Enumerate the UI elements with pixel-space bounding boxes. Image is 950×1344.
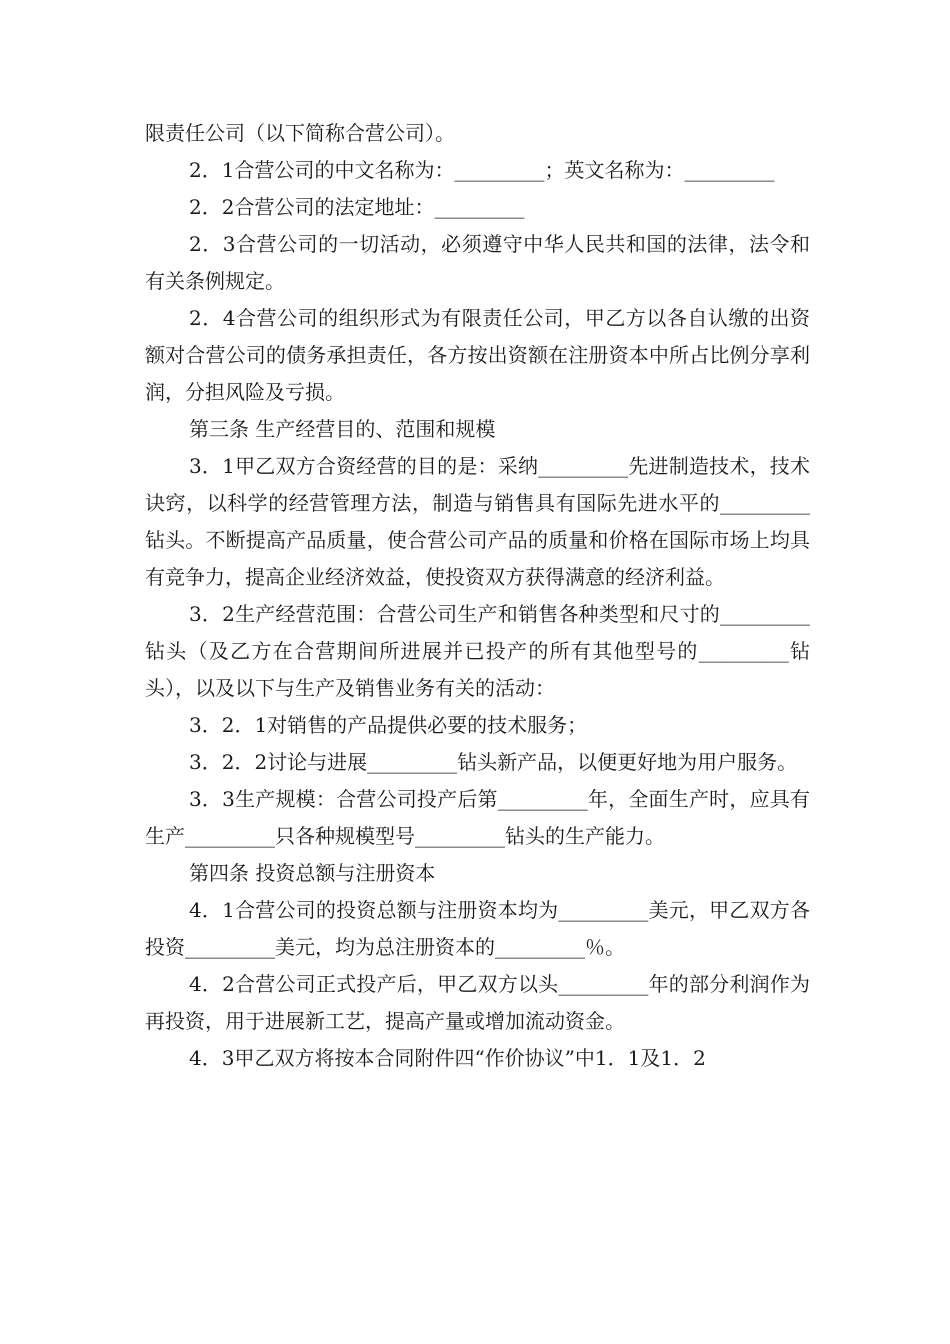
clause-2-4-organization: 2．4合营公司的组织形式为有限责任公司，甲乙方以各自认缴的出资额对合营公司的债务承担责任，各方按出资额在注册资本中所占比例分享利润，分担风险及亏损。 xyxy=(145,306,810,404)
clause-4-3-valuation: 4．3甲乙双方将按本合同附件四“作价协议”中1．1及1．2 xyxy=(189,1046,706,1070)
clause-3-2-2-new-products: 3．2．2讨论与进展_________钻头新产品，以便更好地为用户服务。 xyxy=(189,750,798,774)
article-3-heading: 第三条 生产经营目的、范围和规模 xyxy=(189,417,496,441)
document-page xyxy=(145,115,810,1077)
clause-2-1-company-name: 2．1合营公司的中文名称为：_________；英文名称为：_________ xyxy=(189,158,775,182)
clause-4-1-total-investment: 4．1合营公司的投资总额与注册资本均为_________美元，甲乙双方各投资_________美元，均为总注册资本的_________％。 xyxy=(145,898,810,959)
clause-4-2-reinvestment: 4．2合营公司正式投产后，甲乙双方以头_________年的部分利润作为再投资，用于进展新工艺，提高产量或增加流动资金。 xyxy=(145,972,810,1033)
clause-3-1-purpose: 3．1甲乙双方合资经营的目的是：采纳_________先进制造技术，技术诀窍，以科学的经营管理方法，制造与销售具有国际先进水平的_________钻头。不断提高产品质量，使合营公司产品的质量和价格在国际市场上均具有竞争力，提高企业经济效益，使投资双方获得满意的经济利益。 xyxy=(145,454,810,589)
clause-2-3-activities: 2．3合营公司的一切活动，必须遵守中华人民共和国的法律，法令和有关条例规定。 xyxy=(145,232,810,293)
article-4-heading: 第四条 投资总额与注册资本 xyxy=(189,861,436,885)
clause-3-3-scale: 3．3生产规模：合营公司投产后第_________年，全面生产时，应具有生产_________只各种规模型号_________钻头的生产能力。 xyxy=(145,787,810,848)
clause-3-2-1-technical-service: 3．2．1对销售的产品提供必要的技术服务； xyxy=(189,713,588,737)
clause-3-2-scope: 3．2生产经营范围：合营公司生产和销售各种类型和尺寸的_________钻头（及乙方在合营期间所进展并已投产的所有其他型号的_________钻头），以及以下与生产及销售业务有关的活动： xyxy=(145,602,810,700)
paragraph-continuation: 限责任公司（以下简称合营公司）。 xyxy=(145,121,455,145)
clause-2-2-legal-address: 2．2合营公司的法定地址：_________ xyxy=(189,195,525,219)
